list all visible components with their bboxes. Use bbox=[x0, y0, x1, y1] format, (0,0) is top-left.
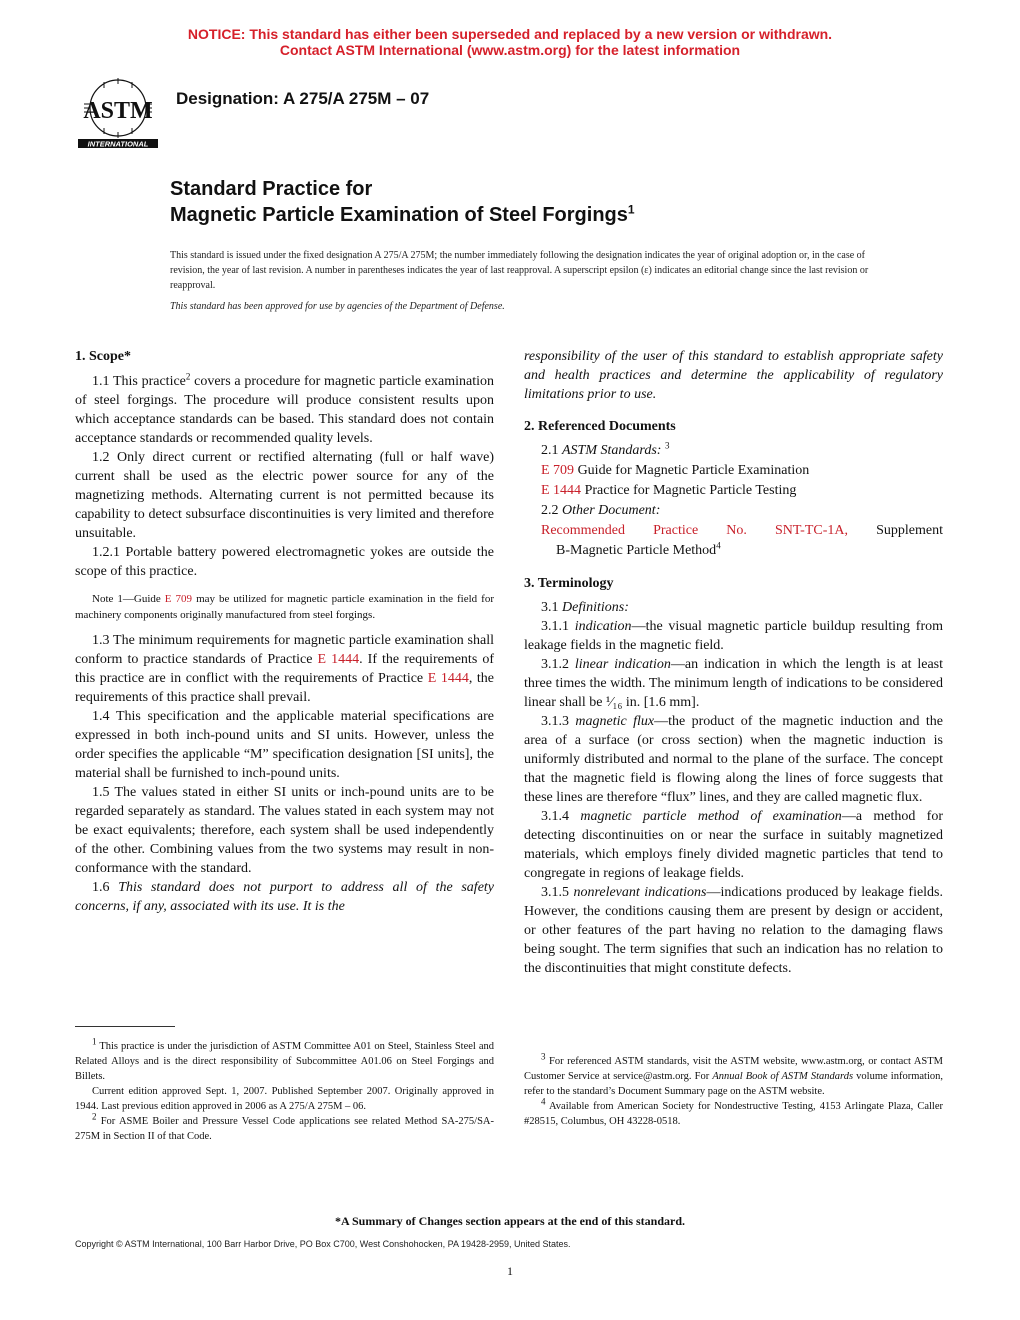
copyright-line: Copyright © ASTM International, 100 Barr Harbor Drive, PO Box C700, West Conshohocken, PA 19428-2959, United States. bbox=[75, 1239, 571, 1249]
para-1-5: 1.5 The values stated in either SI units or inch-pound units are to be regarded separately as standard. The values stated in each system may not be exact equivalents; therefore, each system shall be used independently of the other. Combining values from the two systems may result in non-conformance with the standard. bbox=[75, 785, 494, 876]
para-1-6: 1.6 This standard does not purport to address all of the safety concerns, if any, associated with its use. It is the bbox=[75, 880, 495, 914]
dod-approval-note: This standard has been approved for use by agencies of the Department of Defense. bbox=[170, 301, 505, 312]
terminology-heading: 3. Terminology bbox=[524, 576, 614, 591]
document-title bbox=[170, 176, 635, 228]
footnote-3: $^3$ For referenced ASTM standards, visit the ASTM website, www.astm.org, or contact ASTM Customer Service at service@astm.org. For Annual Book of ASTM Standards volume information, refer to the standard’s Document Summary page on the ASTM website. bbox=[524, 1051, 943, 1097]
astm-logo-icon bbox=[74, 76, 162, 154]
link-e709[interactable]: E 709 bbox=[541, 463, 575, 478]
astm-logo bbox=[74, 76, 162, 154]
logo-subtitle: INTERNATIONAL bbox=[87, 139, 149, 149]
page-number: 1 bbox=[507, 1264, 513, 1278]
notice-line-2: Contact ASTM International (www.astm.org) for the latest information bbox=[279, 42, 741, 58]
footnotes-left bbox=[75, 1036, 494, 1144]
footnote-rule-left bbox=[75, 1026, 175, 1027]
link-e709-note[interactable]: E 709 bbox=[164, 593, 193, 605]
scope-heading: 1. Scope* bbox=[75, 349, 131, 364]
ref-e1444: E 1444 Practice for Magnetic Particle Testing bbox=[541, 483, 797, 498]
para-1-2-1: 1.2.1 Portable battery powered electromagnetic yokes are outside the scope of this practice. bbox=[75, 545, 494, 579]
footnote-ref-3[interactable]: 3 bbox=[664, 440, 670, 451]
notice-line-1: NOTICE: This standard has either been superseded and replaced by a new version or withdrawn. bbox=[187, 26, 833, 42]
footnotes-right bbox=[524, 1051, 943, 1129]
other-document-label: 2.2 Other Document: bbox=[541, 503, 661, 518]
title-main: Magnetic Particle Examination of Steel Forgings bbox=[170, 204, 628, 226]
intro-paragraph: This standard is issued under the fixed designation A 275/A 275M; the number immediately following the designation indicates the year of original adoption or, in the case of revision, the year of last revision. A number in parentheses indicates the year of last reapproval. A superscript epsilon (ε) indicates an editorial change since the last revision or reapproval. bbox=[170, 250, 869, 291]
ref-e709: E 709 Guide for Magnetic Particle Examination bbox=[541, 463, 810, 478]
link-e1444-a[interactable]: E 1444 bbox=[317, 652, 360, 667]
para-1-2: 1.2 Only direct current or rectified alternating (full or half wave) current shall be used as the electric power source for any of the magnetizing methods. Alternating current is not permitted because its capability to detect subsurface discontinuities is very limited and therefore unsuitable. bbox=[75, 450, 494, 541]
referenced-documents-heading: 2. Referenced Documents bbox=[524, 419, 676, 434]
link-e1444-b[interactable]: E 1444 bbox=[427, 671, 469, 686]
ref-snt-supplement: B-Magnetic Particle Method$^4$ bbox=[556, 540, 721, 558]
link-snt-tc-1a[interactable]: Recommended Practice No. SNT-TC-1A, bbox=[541, 523, 848, 538]
para-1-4: 1.4 This specification and the applicable material specifications are expressed in both inch-pound units and SI units. However, unless the order specifies the applicable “M” specification designation [SI units], the material shall be furnished to inch-pound units. bbox=[75, 709, 494, 781]
footnote-1-edition: Current edition approved Sept. 1, 2007. Published September 2007. Originally approved in 1944. Last previous edition approved in 2006 as A 275/A 275M – 06. bbox=[75, 1086, 494, 1112]
definitions-label: 3.1 Definitions: bbox=[541, 600, 629, 615]
right-column bbox=[524, 347, 943, 978]
note-1: Note 1—Guide E 709 may be utilized for magnetic particle examination in the field for machinery components originally manufactured from steel forgings. bbox=[75, 593, 494, 621]
footnote-2: $^2$ For ASME Boiler and Pressure Vessel Code applications see related Method SA-275/SA-275M in Section II of that Code. bbox=[75, 1111, 494, 1142]
para-1-1: 1.1 This practice$^2$ covers a procedure for magnetic particle examination of steel forgings. The procedure will produce consistent results upon which acceptance standards can be based. This standard does not contain acceptance standards or recommended quality levels. bbox=[75, 371, 494, 446]
left-column bbox=[75, 347, 494, 916]
title-line-1: Standard Practice for bbox=[170, 178, 373, 200]
term-magnetic-particle-method: 3.1.4 magnetic particle method of examination—a method for detecting discontinuities on or near the surface in suitably magnetized materials, which employs finely divided magnetic particles that tend to congregate in regions of leakage fields. bbox=[524, 809, 943, 881]
title-footnote-ref[interactable]: 1 bbox=[627, 202, 635, 217]
summary-of-changes-note: *A Summary of Changes section appears at the end of this standard. bbox=[334, 1214, 686, 1228]
term-indication: 3.1.1 indication—the visual magnetic particle buildup resulting from leakage fields in the magnetic field. bbox=[524, 619, 943, 653]
ref-snt-tc-1a: Recommended Practice No. SNT-TC-1A, Supplement bbox=[541, 523, 943, 538]
footnote-ref-4[interactable]: 4 bbox=[716, 540, 721, 551]
term-linear-indication: 3.1.2 linear indication—an indication in which the length is at least three times the width. The minimum length of indications to be considered linear shall be ¹⁄₁₆ in. [1.6 mm]. bbox=[524, 657, 943, 710]
astm-standards-label: 2.1 ASTM Standards: $^3$ bbox=[541, 440, 670, 458]
link-e1444[interactable]: E 1444 bbox=[541, 483, 582, 498]
term-magnetic-flux: 3.1.3 magnetic flux—the product of the magnetic induction and the area of a surface (or cross section) when the magnetic induction is uniformly distributed and normal to the plane of the surface. The concept that the magnetic field is flowing along the lines of force suggests that these lines are therefore “flux” lines, and they are called magnetic flux. bbox=[524, 714, 944, 805]
designation: Designation: A 275/A 275M – 07 bbox=[176, 89, 430, 108]
footnote-4: $^4$ Available from American Society for Nondestructive Testing, 4153 Arlingate Plaza, Caller #28515, Columbus, OH 43228-0518. bbox=[524, 1096, 943, 1127]
footnote-1: $^1$ This practice is under the jurisdiction of ASTM Committee A01 on Steel, Stainless Steel and Related Alloys and is the direct responsibility of Subcommittee A01.06 on Steel Forgings and Billets. bbox=[75, 1036, 494, 1082]
title-line-2 bbox=[170, 202, 635, 228]
para-1-3: 1.3 The minimum requirements for magnetic particle examination shall conform to practice standards of Practice E 1444. If the requirements of this practice are in conflict with the requirements of Practice E 1444, the requirements of this practice shall prevail. bbox=[75, 633, 494, 705]
logo-brand: ASTM bbox=[83, 98, 153, 124]
para-1-6-continued: responsibility of the user of this standard to establish appropriate safety and health practices and determine the applicability of regulatory limitations prior to use. bbox=[524, 349, 943, 402]
term-nonrelevant-indications: 3.1.5 nonrelevant indications—indications produced by leakage fields. However, the conditions causing them are present by design or accident, or other features of the part having no relation to the damaging flaws being sought. The term signifies that such an indication has no relation to the discontinuities that might constitute defects. bbox=[524, 885, 944, 976]
footnote-ref-2[interactable]: 2 bbox=[185, 371, 191, 382]
notice-banner bbox=[0, 26, 1020, 58]
